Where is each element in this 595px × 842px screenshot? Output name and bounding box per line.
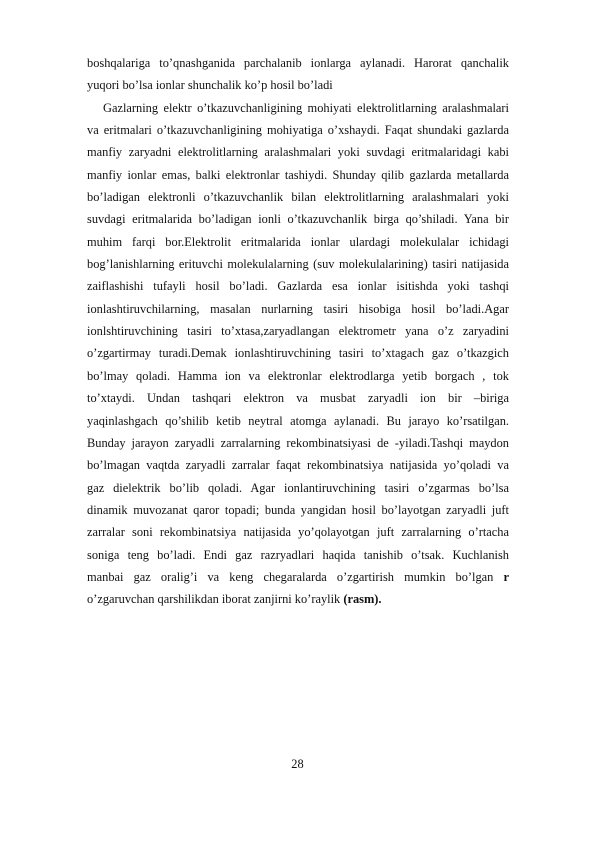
text-line: to’xtaydi. Undan tashqari elektron va musbat zaryadli ion bir –biriga bbox=[87, 391, 509, 406]
text-line-last bbox=[87, 588, 509, 610]
text-line: bog’lanishlarning erituvchi molekulalarning (suv molekulalarining) tasiri natijasida bbox=[87, 257, 509, 272]
body-text bbox=[87, 52, 509, 611]
paragraph-first-line: Gazlarning elektr o’tkazuvchanligining mohiyati elektrolitlarning aralashmalari bbox=[103, 100, 509, 115]
text-line-with-bold-r bbox=[87, 566, 509, 588]
text-line: Bunday jarayon zaryadli zarralarning rekombinatsiyasi de -yiladi.Tashqi maydon bbox=[87, 435, 509, 450]
text-line: yuqori bo’lsa ionlar shunchalik ko’p hosil bo’ladi bbox=[87, 78, 333, 93]
text-line: muhim farqi bor.Elektrolit eritmalarida ionlar ulardagi molekulalar ichidagi bbox=[87, 234, 509, 249]
page-number: 28 bbox=[291, 757, 304, 771]
text-line: ionlashtiruvchilarning, masalan nurlarning tasiri hisobiga hosil bo’ladi.Agar bbox=[87, 301, 509, 316]
text-line: suvdagi eritmalarida bo’ladigan ionli o’tkazuvchanlik birga qo’shiladi. Yana bir bbox=[87, 212, 509, 227]
bold-variable-r: r bbox=[503, 569, 509, 584]
text-line: boshqalariga to’qnashganida parchalanib ionlarga aylanadi. Harorat qanchalik bbox=[87, 56, 509, 70]
last-line-text: o’zgaruvchan qarshilikdan iborat zanjirni ko’raylik bbox=[87, 592, 344, 607]
text-line-main: manbai gaz oralig’i va keng chegaralarda o’zgartirish mumkin bo’lgan bbox=[87, 569, 494, 584]
text-line: zarralar soni rekombinatsiya natijasida yo’qolayotgan juft zarralarning o’rtacha bbox=[87, 525, 509, 540]
text-line: ionlshtiruvchining tasiri to’xtasa,zaryadlangan elektrometr yana o’z zaryadini bbox=[87, 324, 509, 339]
text-line: bo’lmagan vaqtda zaryadli zarralar faqat rekombinatsiya natijasida yo’qoladi va bbox=[87, 458, 509, 473]
figure-reference: (rasm). bbox=[343, 592, 382, 607]
text-line: bo’ladigan elektronli o’tkazuvchanlik bilan elektrolitlarning aralashmalari yoki bbox=[87, 190, 509, 205]
text-line: bo’lmay qoladi. Hamma ion va elektronlar elektrodlarga yetib borgach , tok bbox=[87, 368, 509, 383]
text-line: manfiy ionlar emas, balki elektronlar tashiydi. Shunday qilib gazlarda metallarda bbox=[87, 167, 509, 182]
text-line: soniga teng bo’ladi. Endi gaz razryadlari haqida tanishib o’tsak. Kuchlanish bbox=[87, 547, 509, 562]
text-line: gaz dielektrik bo’lib qoladi. Agar ionlantiruvchining tasiri o’zgarmas bo’lsa bbox=[87, 480, 509, 495]
text-line: dinamik muvozanat qaror topadi; bunda yangidan hosil bo’layotgan zaryadli juft bbox=[87, 502, 509, 517]
text-line: manfiy zaryadni elektrolitlarning aralashmalari yoki suvdagi eritmalaridagi kabi bbox=[87, 145, 509, 160]
text-line: zaiflashishi tufayli hosil bo’ladi. Gazlarda esa ionlar isitishda yoki tashqi bbox=[87, 279, 509, 294]
text-line: va eritmalari o’tkazuvchanligining mohiyatiga o’xshaydi. Faqat shundaki gazlarda bbox=[87, 123, 509, 138]
text-line: o’zgartirmay turadi.Demak ionlashtiruvchining tasiri to’xtagach gaz o’tkazgich bbox=[87, 346, 509, 361]
text-line: yaqinlashgach qo’shilib ketib neytral atomga aylanadi. Bu jarayo ko’rsatilgan. bbox=[87, 413, 509, 428]
